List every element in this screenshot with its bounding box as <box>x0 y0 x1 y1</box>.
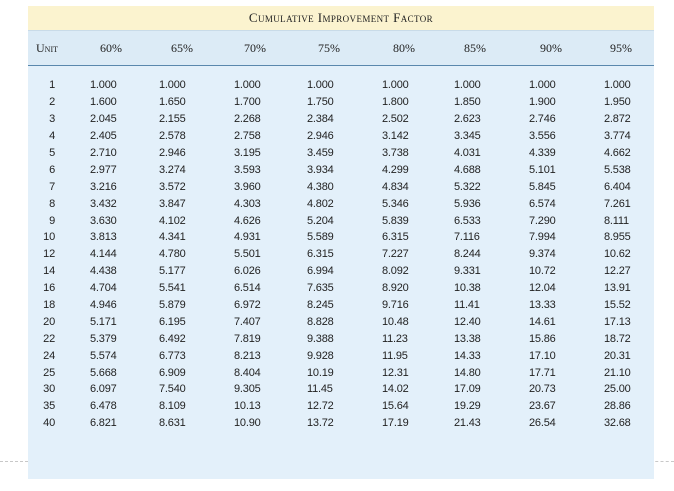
factor-cell: 1.600 <box>90 96 117 109</box>
factor-cell: 7.635 <box>307 282 334 295</box>
factor-cell: 4.626 <box>234 214 261 227</box>
factor-cell: 5.574 <box>90 349 117 362</box>
factor-cell: 23.67 <box>529 400 556 413</box>
factor-cell: 15.86 <box>529 332 556 345</box>
header-rate-1: 65% <box>171 40 193 55</box>
factor-cell: 2.758 <box>234 130 261 143</box>
table-row <box>28 128 654 145</box>
factor-cell: 18.72 <box>604 332 631 345</box>
factor-cell: 20.73 <box>529 383 556 396</box>
factor-cell: 2.710 <box>90 147 117 159</box>
table-row <box>28 111 654 128</box>
factor-cell: 2.045 <box>90 113 117 126</box>
factor-cell: 4.144 <box>90 248 117 261</box>
unit-cell: 40 <box>43 417 55 430</box>
dashed-divider-left <box>0 461 28 462</box>
factor-cell: 8.404 <box>234 366 261 379</box>
factor-cell: 1.950 <box>604 96 631 109</box>
factor-cell: 3.274 <box>159 163 186 176</box>
table-row <box>28 229 654 246</box>
factor-cell: 4.299 <box>382 163 409 176</box>
factor-cell: 2.502 <box>382 113 409 126</box>
table-row <box>28 415 654 432</box>
factor-cell: 7.227 <box>382 248 409 261</box>
factor-cell: 3.593 <box>234 163 261 176</box>
factor-cell: 8.092 <box>382 265 409 278</box>
factor-cell: 5.101 <box>529 163 556 176</box>
factor-cell: 6.821 <box>90 417 117 430</box>
factor-cell: 28.86 <box>604 400 631 413</box>
factor-cell: 14.61 <box>529 315 556 328</box>
factor-cell: 4.704 <box>90 282 117 295</box>
unit-cell: 10 <box>43 231 55 244</box>
unit-cell: 14 <box>43 265 55 278</box>
factor-cell: 2.384 <box>307 113 334 126</box>
factor-cell: 1.700 <box>234 96 261 109</box>
unit-cell: 35 <box>43 400 55 413</box>
table-body <box>28 66 654 479</box>
factor-cell: 9.388 <box>307 332 334 345</box>
factor-cell: 8.244 <box>454 248 481 261</box>
factor-cell: 5.501 <box>234 248 261 261</box>
factor-cell: 3.216 <box>90 180 117 193</box>
factor-cell: 2.946 <box>307 130 334 143</box>
table-row <box>28 330 654 347</box>
factor-cell: 5.936 <box>454 197 481 210</box>
factor-cell: 2.746 <box>529 113 556 126</box>
factor-cell: 9.928 <box>307 349 334 362</box>
factor-cell: 2.977 <box>90 163 117 176</box>
factor-cell: 2.578 <box>159 130 186 143</box>
factor-cell: 6.574 <box>529 197 556 210</box>
factor-cell: 4.438 <box>90 265 117 278</box>
unit-cell: 22 <box>43 332 55 345</box>
factor-cell: 1.000 <box>307 79 334 92</box>
factor-cell: 5.346 <box>382 197 409 210</box>
table-row <box>28 313 654 330</box>
factor-cell: 3.934 <box>307 163 334 176</box>
factor-cell: 5.879 <box>159 299 186 312</box>
factor-cell: 3.738 <box>382 147 409 159</box>
factor-cell: 6.026 <box>234 265 261 278</box>
unit-cell: 25 <box>43 366 55 379</box>
factor-cell: 4.688 <box>454 163 481 176</box>
table-row <box>28 398 654 415</box>
unit-cell: 1 <box>49 79 55 92</box>
factor-cell: 3.459 <box>307 147 334 159</box>
factor-cell: 11.23 <box>382 332 408 345</box>
header-rate-6: 90% <box>540 40 562 55</box>
unit-cell: 9 <box>49 214 55 227</box>
factor-cell: 4.834 <box>382 180 409 193</box>
factor-cell: 1.000 <box>604 79 631 92</box>
factor-cell: 4.341 <box>159 231 186 244</box>
factor-cell: 3.572 <box>159 180 186 193</box>
factor-cell: 8.955 <box>604 231 631 244</box>
factor-cell: 15.52 <box>604 299 631 312</box>
factor-cell: 12.72 <box>307 400 334 413</box>
factor-cell: 5.845 <box>529 180 556 193</box>
factor-cell: 6.909 <box>159 366 186 379</box>
factor-cell: 1.000 <box>90 79 117 92</box>
factor-cell: 14.33 <box>454 349 481 362</box>
factor-cell: 6.994 <box>307 265 334 278</box>
factor-cell: 4.380 <box>307 180 334 193</box>
factor-cell: 7.261 <box>604 197 631 210</box>
table-row <box>28 246 654 263</box>
factor-cell: 13.91 <box>604 282 631 295</box>
table-row <box>28 145 654 162</box>
factor-cell: 6.773 <box>159 349 186 362</box>
factor-cell: 6.533 <box>454 214 481 227</box>
factor-cell: 11.95 <box>382 349 408 362</box>
factor-cell: 12.04 <box>529 282 556 295</box>
unit-cell: 4 <box>49 130 55 143</box>
unit-cell: 2 <box>49 96 55 109</box>
factor-cell: 17.09 <box>454 383 481 396</box>
factor-cell: 5.171 <box>90 315 117 328</box>
unit-cell: 8 <box>49 197 55 210</box>
factor-cell: 26.54 <box>529 417 556 430</box>
unit-cell: 5 <box>49 147 55 159</box>
factor-cell: 4.662 <box>604 147 631 159</box>
table-row <box>28 364 654 381</box>
factor-cell: 8.920 <box>382 282 409 295</box>
factor-cell: 12.31 <box>382 366 409 379</box>
factor-cell: 6.097 <box>90 383 117 396</box>
factor-cell: 19.29 <box>454 400 481 413</box>
table-row <box>28 77 654 94</box>
factor-cell: 6.404 <box>604 180 631 193</box>
factor-cell: 7.290 <box>529 214 556 227</box>
factor-cell: 3.813 <box>90 231 117 244</box>
header-rate-2: 70% <box>244 40 266 55</box>
factor-cell: 6.478 <box>90 400 117 413</box>
factor-cell: 10.72 <box>529 265 556 278</box>
factor-cell: 4.102 <box>159 214 186 227</box>
factor-cell: 6.315 <box>382 231 409 244</box>
factor-cell: 8.245 <box>307 299 334 312</box>
unit-cell: 24 <box>43 349 55 362</box>
factor-cell: 8.828 <box>307 315 334 328</box>
factor-cell: 9.716 <box>382 299 409 312</box>
factor-cell: 10.90 <box>234 417 261 430</box>
unit-cell: 18 <box>43 299 55 312</box>
factor-cell: 2.946 <box>159 147 186 159</box>
table-row <box>28 178 654 195</box>
factor-cell: 4.303 <box>234 197 261 210</box>
factor-cell: 5.204 <box>307 214 334 227</box>
factor-cell: 3.556 <box>529 130 556 143</box>
factor-cell: 14.02 <box>382 383 409 396</box>
table-row <box>28 161 654 178</box>
factor-cell: 21.43 <box>454 417 481 430</box>
factor-cell: 4.931 <box>234 231 261 244</box>
factor-cell: 8.213 <box>234 349 261 362</box>
table-row <box>28 263 654 280</box>
factor-cell: 11.45 <box>307 383 333 396</box>
factor-cell: 13.38 <box>454 332 481 345</box>
table-row <box>28 280 654 297</box>
unit-cell: 30 <box>43 383 55 396</box>
factor-cell: 1.000 <box>159 79 186 92</box>
factor-cell: 5.322 <box>454 180 481 193</box>
factor-cell: 7.116 <box>454 231 480 244</box>
factor-cell: 10.38 <box>454 282 481 295</box>
factor-cell: 2.623 <box>454 113 481 126</box>
unit-cell: 20 <box>43 315 55 328</box>
table-row <box>28 212 654 229</box>
factor-cell: 3.142 <box>382 130 409 143</box>
factor-cell: 5.589 <box>307 231 334 244</box>
factor-cell: 15.64 <box>382 400 409 413</box>
factor-cell: 4.946 <box>90 299 117 312</box>
header-unit: Unit <box>36 40 58 55</box>
factor-cell: 2.268 <box>234 113 261 126</box>
factor-cell: 13.33 <box>529 299 556 312</box>
factor-cell: 3.847 <box>159 197 186 210</box>
table-row <box>28 297 654 314</box>
factor-cell: 6.315 <box>307 248 334 261</box>
factor-cell: 10.48 <box>382 315 409 328</box>
factor-cell: 9.331 <box>454 265 481 278</box>
factor-cell: 1.000 <box>454 79 481 92</box>
factor-cell: 3.195 <box>234 147 261 159</box>
unit-cell: 12 <box>43 248 55 261</box>
factor-cell: 1.750 <box>307 96 334 109</box>
factor-cell: 20.31 <box>604 349 631 362</box>
improvement-factor-table <box>28 6 654 482</box>
factor-cell: 8.111 <box>604 214 629 227</box>
factor-cell: 5.541 <box>159 282 186 295</box>
unit-cell: 6 <box>49 163 55 176</box>
factor-cell: 3.432 <box>90 197 117 210</box>
factor-cell: 10.19 <box>307 366 334 379</box>
factor-cell: 10.62 <box>604 248 631 261</box>
factor-cell: 1.000 <box>382 79 409 92</box>
factor-cell: 1.650 <box>159 96 186 109</box>
factor-cell: 2.405 <box>90 130 117 143</box>
factor-cell: 14.80 <box>454 366 481 379</box>
header-rate-7: 95% <box>610 40 632 55</box>
header-rate-3: 75% <box>318 40 340 55</box>
unit-cell: 7 <box>49 180 55 193</box>
factor-cell: 7.994 <box>529 231 556 244</box>
factor-cell: 5.177 <box>159 265 186 278</box>
factor-cell: 7.540 <box>159 383 186 396</box>
factor-cell: 17.19 <box>382 417 409 430</box>
factor-cell: 4.802 <box>307 197 334 210</box>
factor-cell: 3.630 <box>90 214 117 227</box>
factor-cell: 9.374 <box>529 248 556 261</box>
factor-cell: 6.972 <box>234 299 261 312</box>
factor-cell: 3.960 <box>234 180 261 193</box>
table-row <box>28 94 654 111</box>
factor-cell: 4.780 <box>159 248 186 261</box>
factor-cell: 17.13 <box>604 315 631 328</box>
header-rate-5: 85% <box>464 40 486 55</box>
factor-cell: 7.819 <box>234 332 261 345</box>
factor-cell: 1.800 <box>382 96 409 109</box>
factor-cell: 1.000 <box>234 79 261 92</box>
factor-cell: 2.872 <box>604 113 631 126</box>
table-row <box>28 195 654 212</box>
factor-cell: 4.031 <box>454 147 481 159</box>
header-rate-0: 60% <box>100 40 122 55</box>
factor-cell: 6.492 <box>159 332 186 345</box>
factor-cell: 1.000 <box>529 79 556 92</box>
factor-cell: 21.10 <box>604 366 631 379</box>
factor-cell: 1.900 <box>529 96 556 109</box>
factor-cell: 10.13 <box>234 400 261 413</box>
factor-cell: 8.631 <box>159 417 186 430</box>
table-row <box>28 347 654 364</box>
unit-cell: 3 <box>49 113 55 126</box>
factor-cell: 4.339 <box>529 147 556 159</box>
factor-cell: 12.40 <box>454 315 481 328</box>
factor-cell: 1.850 <box>454 96 481 109</box>
factor-cell: 3.345 <box>454 130 481 143</box>
factor-cell: 7.407 <box>234 315 261 328</box>
factor-cell: 8.109 <box>159 400 186 413</box>
factor-cell: 17.71 <box>529 366 556 379</box>
table-title: Cumulative Improvement Factor <box>28 6 654 30</box>
factor-cell: 5.668 <box>90 366 117 379</box>
factor-cell: 12.27 <box>604 265 631 278</box>
factor-cell: 17.10 <box>529 349 556 362</box>
header-rate-4: 80% <box>393 40 415 55</box>
factor-cell: 5.538 <box>604 163 631 176</box>
factor-cell: 5.839 <box>382 214 409 227</box>
factor-cell: 32.68 <box>604 417 631 430</box>
factor-cell: 13.72 <box>307 417 334 430</box>
table-header-row <box>28 30 654 66</box>
factor-cell: 5.379 <box>90 332 117 345</box>
factor-cell: 25.00 <box>604 383 631 396</box>
factor-cell: 3.774 <box>604 130 631 143</box>
factor-cell: 9.305 <box>234 383 261 396</box>
factor-cell: 11.41 <box>454 299 480 312</box>
factor-cell: 2.155 <box>159 113 186 126</box>
factor-cell: 6.514 <box>234 282 261 295</box>
table-row <box>28 381 654 398</box>
factor-cell: 6.195 <box>159 315 186 328</box>
unit-cell: 16 <box>43 282 55 295</box>
